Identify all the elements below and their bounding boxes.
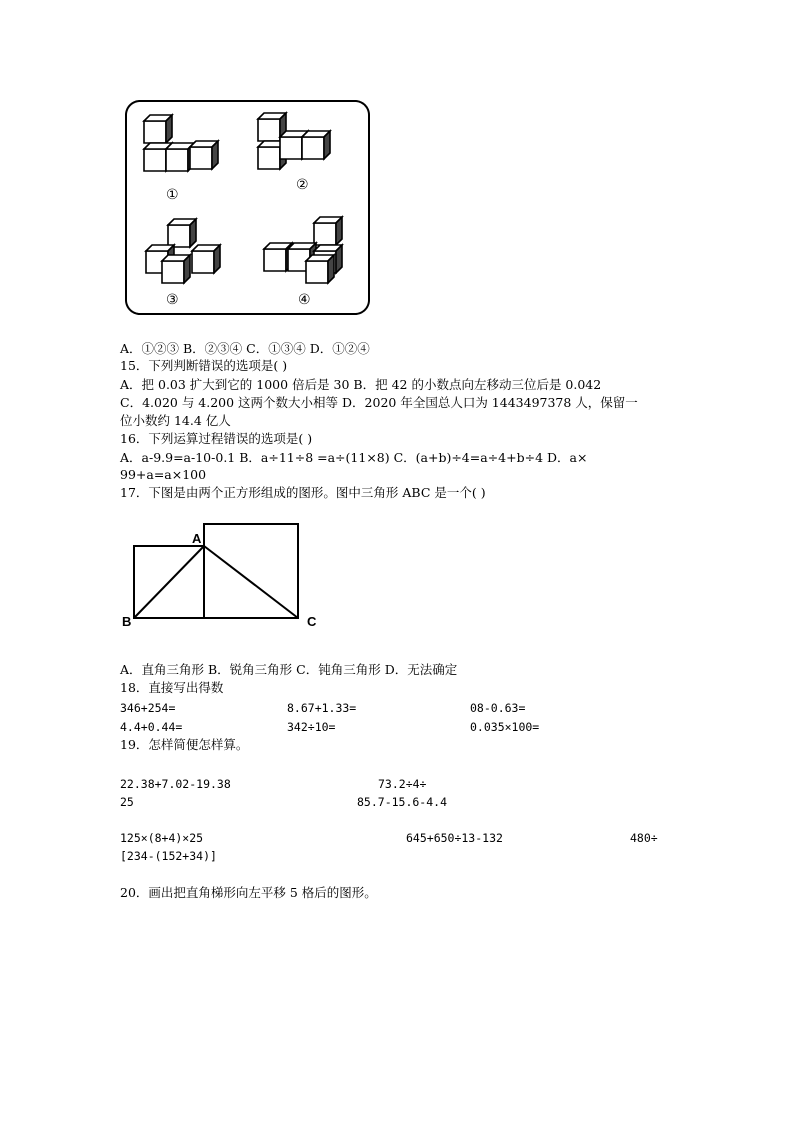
q15-line1: A．把 0.03 扩大到它的 1000 倍后是 30 B．把 42 的小数点向左移动三位后是 0.042 (120, 377, 602, 392)
q20-stem: 20．画出把直角梯形向左平移 5 格后的图形。 (120, 885, 377, 900)
q19-expr: 645+650÷13-132 (406, 831, 503, 845)
q19-expr: 73.2÷4÷ (378, 777, 427, 791)
point-b-label: B (122, 614, 132, 629)
cube-group-3 (146, 219, 220, 283)
cube-label-4: ④ (298, 291, 311, 307)
segment-ac (204, 546, 298, 618)
large-square (204, 524, 298, 618)
q14-options: A．①②③ B．②③④ C．①③④ D．①②④ (120, 341, 370, 356)
q18-cell: 8.67+1.33= (287, 701, 357, 715)
q19-stem: 19．怎样简便怎样算。 (120, 737, 249, 752)
q19-expr: 85.7-15.6-4.4 (357, 795, 448, 809)
cube-label-3: ③ (166, 291, 179, 307)
cube-group-4 (264, 217, 342, 283)
q15-line3: 位小数约 14.4 亿人 (120, 413, 231, 428)
q18-cell: 4.4+0.44= (120, 720, 183, 734)
cube-group-2 (258, 113, 330, 169)
cube-label-2: ② (296, 176, 309, 192)
q18-cell: 342÷10= (287, 720, 336, 734)
q19-expr: 22.38+7.02-19.38 (120, 777, 231, 791)
cube-label-1: ① (166, 186, 179, 202)
q17-options: A．直角三角形 B．锐角三角形 C．钝角三角形 D．无法确定 (120, 662, 458, 677)
cube-group-1 (144, 115, 218, 171)
q19-expr: 125×(8+4)×25 (120, 831, 204, 845)
q18-stem: 18．直接写出得数 (120, 680, 224, 695)
q19-expr: [234-(152+34)] (120, 849, 217, 863)
q19-expr: 25 (120, 795, 134, 809)
triangle-figure (118, 520, 328, 632)
q15-line2: C．4.020 与 4.200 这两个数大小相等 D．2020 年全国总人口为 1443497378 人，保留一 (120, 395, 638, 410)
q19-expr: 480÷ (630, 831, 658, 845)
q18-cell: 08-0.63= (470, 701, 526, 715)
cube-figure (120, 95, 375, 320)
segment-ab (134, 546, 204, 618)
point-a-label: A (192, 531, 202, 546)
q18-cell: 0.035×100= (470, 720, 540, 734)
point-c-label: C (307, 614, 317, 629)
q16-stem: 16．下列运算过程错误的选项是( ) (120, 431, 313, 446)
q16-line2: 99+a=a×100 (120, 467, 207, 482)
q18-cell: 346+254= (120, 701, 176, 715)
q16-line1: A．a-9.9=a-10-0.1 B．a÷11÷8 =a÷(11×8) C．(a+b)÷4=a÷4+b÷4 D．a× (120, 450, 588, 465)
q15-stem: 15．下列判断错误的选项是( ) (120, 358, 288, 373)
q17-stem: 17．下图是由两个正方形组成的图形。图中三角形 ABC 是一个( ) (120, 485, 486, 500)
